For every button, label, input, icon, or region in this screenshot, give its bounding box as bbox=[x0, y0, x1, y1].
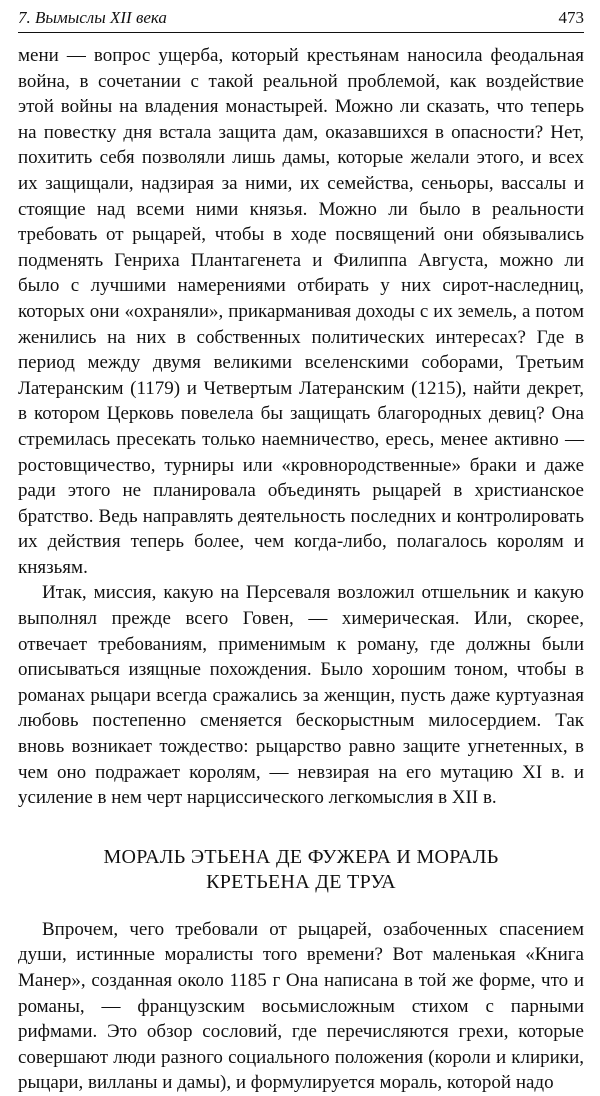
section-heading-line-2: КРЕТЬЕНА ДЕ ТРУА bbox=[206, 870, 396, 893]
section-heading-line-1: МОРАЛЬ ЭТЬЕНА ДЕ ФУЖЕРА И МОРАЛЬ bbox=[103, 845, 499, 868]
running-head bbox=[18, 8, 584, 33]
chapter-title: 7. Вымыслы XII века bbox=[18, 8, 167, 27]
paragraph-mission: Итак, миссия, какую на Персеваля возложил отшельник и какую выполнял прежде всего Говен, — химерическая. Или, скорее, отвечает требованиям, применимым к роману, где должны были описываться изящные похождения. Было хорошим тоном, чтобы в романах рыцари всегда сражались за женщин, пусть даже куртуазная любовь постепенно сменяется бескорыстным милосердием. Так вновь возникает тождество: рыцарство равно защите угнетенных, в чем оно подражает королям, — невзирая на его мутацию XI в. и усиление в нем черт нарциссического легкомыслия в XII в. bbox=[18, 582, 584, 809]
page-number: 473 bbox=[558, 8, 584, 27]
section-heading bbox=[18, 845, 584, 895]
paragraph-section-intro: Впрочем, чего требовали от рыцарей, озабоченных спасением души, истинные моралисты того времени? Вот маленькая «Книга Манер», созданная около 1185 г Она написана в той же форме, что и романы, — французским восьмисложным стихом с парными рифмами. Это обзор сословий, где перечисляются грехи, которые совершают люди разного социального положения (короли и клирики, рыцари, вилланы и дамы), и формулируется мораль, которой надо bbox=[18, 918, 584, 1094]
paragraph-continued: мени — вопрос ущерба, который крестьянам наносила феодальная война, в сочетании с такой реальной проблемой, как воздействие этой войны на владения монастырей. Можно ли сказать, что теперь на повестку дня встала защита дам, оказавшихся в опасности? Нет, похитить себя позволяли лишь дамы, которые желали этого, и всех их защищали, надзирая за ними, их семейства, сеньоры, вассалы и стоящие над всеми ними князья. Можно ли было в реальности требовать от рыцарей, чтобы в ходе посвящений они обязывались подменять Генриха Плантагенета и Филиппа Августа, можно ли было с лучшими намерениями отбирать у них сирот-наследниц, которых они «охраняли», прикарманивая доходы с их земель, а потом женились на них в собственных политических интересах? Где в период между двумя великими вселенскими соборами, Третьим Латеранским (1179) и Четвертым Латеранским (1215), найти декрет, в котором Церковь повелела бы защищать благородных девиц? Она стремилась пресекать только наемничество, ересь, менее активно — ростовщичество, турниры или «кровнородственные» браки и даже ради этого не планировала объединять рыцарей в христианское братство. Ведь направлять деятельность последних и контролировать их действия теперь более, чем когда-либо, полагалось королям и князьям. bbox=[18, 45, 584, 578]
